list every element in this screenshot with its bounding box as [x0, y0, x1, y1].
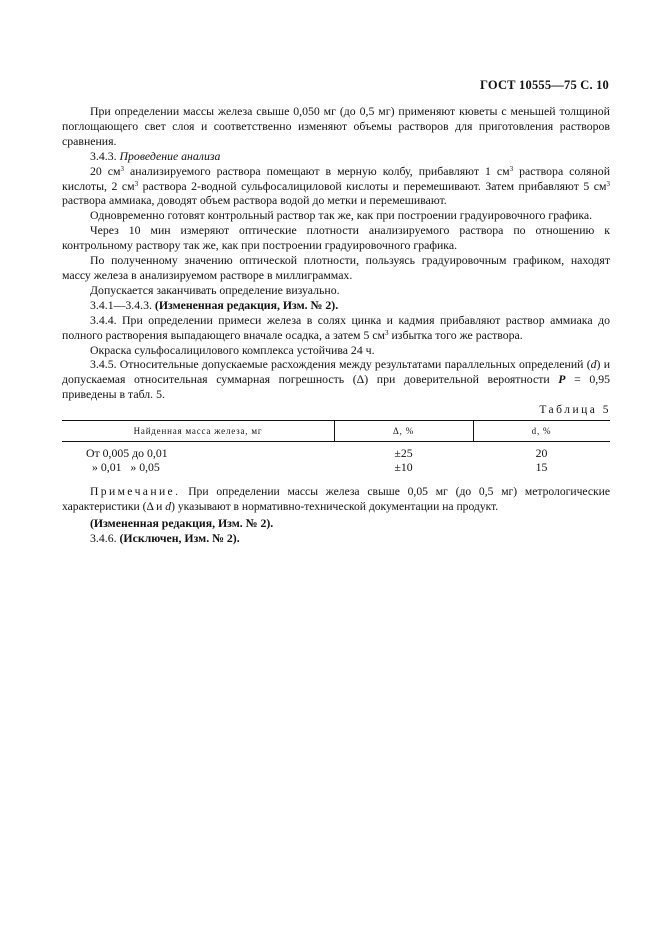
cell-delta: ±10 — [394, 460, 413, 474]
paragraph-visual: Допускается заканчивать определение визуально. — [90, 282, 340, 297]
paragraph-procedure — [62, 164, 610, 209]
table-row — [62, 460, 610, 474]
symbol-d: d — [590, 357, 597, 372]
paragraph-stability: Окраска сульфосалицилового комплекса устойчива 24 ч. — [90, 342, 375, 357]
cell-d: 15 — [535, 460, 548, 474]
table-header — [62, 420, 610, 442]
revision-note: (Измененная редакция, Изм. № 2). — [90, 516, 274, 530]
paragraph-zinc-cadmium — [62, 313, 610, 343]
paragraph-calibration: По полученному значению оптической плотности, пользуясь градуировочным графиком, находят массу железа в анализируемом растворе в миллиграммах. — [62, 253, 610, 282]
superscript: 3 — [509, 164, 514, 173]
clause-number: 3.4.6. — [90, 531, 117, 545]
cell-d: 20 — [535, 446, 548, 460]
header-d: d, % — [531, 426, 552, 436]
excluded-note: (Исключен, Изм. № 2). — [119, 531, 240, 545]
text-fragment: ) и допускаемая относительная суммарная погрешность (Δ) при доверительной вероятности — [62, 357, 611, 387]
closing-notes — [62, 516, 610, 546]
superscript: 3 — [120, 164, 125, 173]
symbol-p: P — [558, 372, 566, 387]
text-fragment: 3.4.5. Относительные допускаемые расхождения между результатами параллельных определений ( — [90, 357, 591, 372]
page-header: ГОСТ 10555—75 С. 10 — [480, 78, 609, 92]
header-mass: Найденная масса железа, мг — [133, 426, 263, 436]
superscript: 3 — [134, 179, 139, 188]
cell-delta: ±25 — [394, 446, 413, 460]
text-fragment: ) указывают в нормативно-технической документации на продукт. — [171, 500, 499, 513]
text-fragment: = 0,95 приведены в табл. 5. — [62, 372, 611, 402]
table-5 — [62, 420, 610, 474]
text-fragment: 3.4.4. При определении примеси железа в солях цинка и кадмия прибавляют раствор аммиака до полного растворения выпадающего вначале осадка, а затем 5 см — [62, 312, 610, 342]
table-note — [62, 484, 610, 514]
text-fragment: 20 см — [90, 163, 121, 178]
paragraph-optical-density: Через 10 мин измеряют оптические плотности анализируемого раствора по отношению к контрольному раствору так же, как при построении градуировочного графика. — [62, 223, 610, 253]
section-heading-analysis — [62, 149, 610, 164]
cell-mass: От 0,005 до 0,01 — [86, 446, 168, 460]
header-delta: Δ, % — [393, 426, 414, 436]
revision-note: (Измененная редакция, Изм. № 2). — [154, 297, 339, 312]
section-number: 3.4.3. — [90, 148, 117, 163]
paragraph-cuvettes: При определении массы железа свыше 0,050 мг (до 0,5 мг) применяют кюветы с меньшей толщиной поглощающего свет слоя и соответственно изменяют объемы растворов для приготовления растворов сравнения. — [62, 104, 610, 148]
symbol-d: d — [165, 500, 172, 513]
note-label: Примечание. — [90, 485, 181, 498]
clause-number: 3.4.1—3.4.3. — [90, 297, 152, 312]
cell-mass: » 0,01 » 0,05 — [92, 460, 160, 474]
section-title: Проведение анализа — [119, 148, 221, 163]
paragraph-excluded — [62, 531, 610, 546]
text-fragment: анализируемого раствора помещают в мерную колбу, прибавляют 1 см — [124, 163, 510, 178]
paragraph-tolerances — [62, 357, 610, 402]
table-row — [62, 446, 610, 460]
document-body — [62, 104, 610, 402]
superscript: 3 — [606, 179, 610, 188]
text-fragment: При определении массы железа свыше 0,05 мг (до 0,5 мг) метрологические характеристики (Δ и — [62, 485, 610, 513]
superscript: 3 — [385, 328, 389, 337]
text-fragment: раствора соляной кислоты, 2 см — [62, 163, 611, 193]
text-fragment: избытка того же раствора. — [388, 327, 523, 342]
paragraph-revision-341 — [62, 298, 610, 313]
text-fragment: раствора 2-водной сульфосалициловой кислоты и перемешивают. Затем прибавляют 5 см — [138, 178, 607, 193]
table-caption: Таблица 5 — [539, 404, 611, 416]
text-fragment: раствора аммиака, доводят объем раствора водой до метки и перемешивают. — [62, 193, 447, 208]
paragraph-control-solution: Одновременно готовят контрольный раствор так же, как при построении градуировочного графика. — [90, 208, 593, 223]
